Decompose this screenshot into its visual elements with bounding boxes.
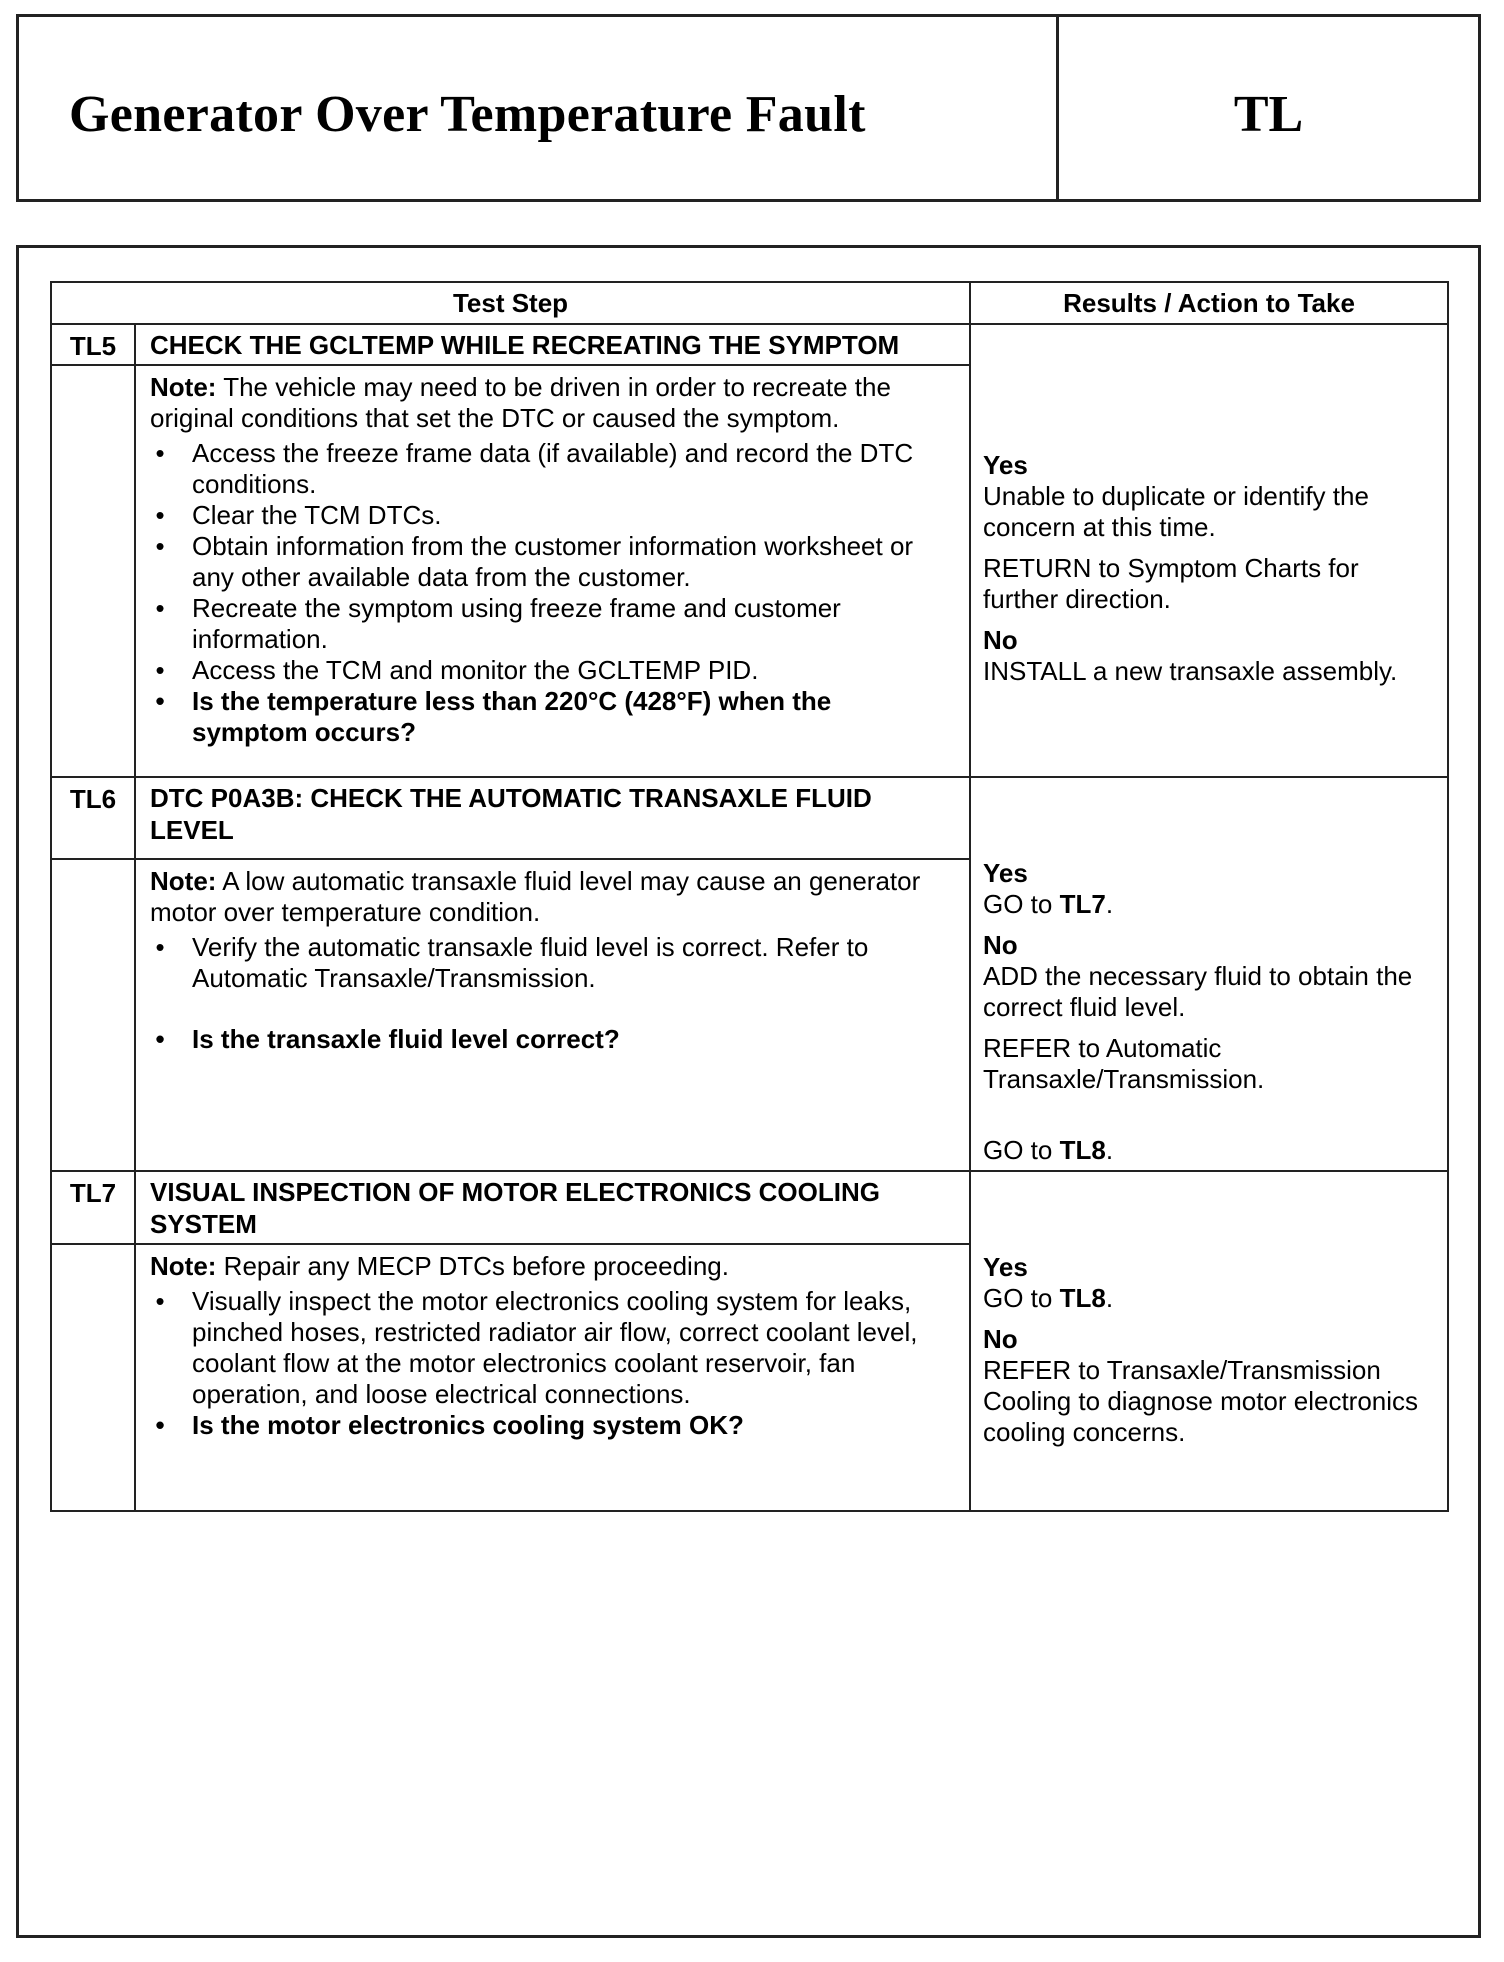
note-label: Note:: [150, 866, 217, 896]
page-title: Generator Over Temperature Fault: [69, 86, 866, 143]
step-title-row: [51, 777, 1448, 859]
note-text: Repair any MECP DTCs before proceeding.: [216, 1251, 729, 1281]
step-code-spacer: [51, 859, 135, 1171]
table-header-row: [51, 282, 1448, 324]
list-item: • Visually inspect the motor electronics cooling system for leaks, pinched hoses, restricted radiator air flow, correct coolant level, coolant flow at the motor electronics coolant reservoir, fan operation, and loose electrical connections.: [192, 1286, 939, 1410]
diagnostic-table: [50, 281, 1449, 1512]
step-question: • Is the temperature less than 220°C (428°F) when the symptom occurs?: [192, 686, 939, 748]
result-no-goto: GO to TL8.: [983, 1135, 1114, 1165]
result-yes-text: Unable to duplicate or identify the concern at this time.: [983, 481, 1369, 542]
step-title-row: [51, 1171, 1448, 1244]
step-body: [135, 1244, 970, 1511]
step-bullets: [150, 932, 939, 1055]
step-code: TL5: [51, 324, 135, 365]
note-text: A low automatic transaxle fluid level may cause an generator motor over temperature condition.: [150, 866, 921, 927]
note-label: Note:: [150, 372, 217, 402]
section-code: TL: [1233, 86, 1304, 143]
list-item: • Clear the TCM DTCs.: [192, 500, 939, 531]
col-header-results: Results / Action to Take: [970, 282, 1448, 324]
step-note: [150, 372, 939, 434]
result-yes-label: Yes: [983, 1252, 1028, 1282]
goto-prefix: GO to: [983, 1135, 1060, 1165]
note-label: Note:: [150, 1251, 217, 1281]
col-header-test-step: Test Step: [51, 282, 970, 324]
step-code-spacer: [51, 1244, 135, 1511]
step-code: TL7: [51, 1171, 135, 1244]
step-title: VISUAL INSPECTION OF MOTOR ELECTRONICS COOLING SYSTEM: [135, 1171, 970, 1244]
step-bullets: [150, 1286, 939, 1441]
step-results: [970, 324, 1448, 777]
step-title: CHECK THE GCLTEMP WHILE RECREATING THE SYMPTOM: [135, 324, 970, 365]
result-yes-action: RETURN to Symptom Charts for further direction.: [983, 553, 1359, 614]
goto-prefix: GO to: [983, 1283, 1060, 1313]
result-no-action: REFER to Automatic Transaxle/Transmission.: [983, 1033, 1265, 1094]
result-no-text: REFER to Transaxle/Transmission Cooling to diagnose motor electronics cooling concerns.: [983, 1355, 1419, 1447]
step-note: [150, 866, 939, 928]
goto-target: TL7: [1059, 889, 1106, 919]
step-note: [150, 1251, 939, 1282]
step-body: [135, 859, 970, 1171]
result-no-label: No: [983, 1324, 1018, 1354]
result-no-text: INSTALL a new transaxle assembly.: [983, 656, 1398, 686]
step-question: • Is the motor electronics cooling system OK?: [192, 1410, 939, 1441]
note-text: The vehicle may need to be driven in order to recreate the original conditions that set the DTC or caused the symptom.: [150, 372, 891, 433]
result-no-text: ADD the necessary fluid to obtain the correct fluid level.: [983, 961, 1413, 1022]
step-code: TL6: [51, 777, 135, 859]
header-box: [16, 14, 1481, 202]
list-item: • Verify the automatic transaxle fluid level is correct. Refer to Automatic Transaxle/Transmission.: [192, 932, 939, 994]
list-item: • Access the TCM and monitor the GCLTEMP PID.: [192, 655, 939, 686]
step-body: [135, 365, 970, 777]
step-code-spacer: [51, 365, 135, 777]
step-question: • Is the transaxle fluid level correct?: [192, 1024, 939, 1055]
list-item: • Recreate the symptom using freeze frame and customer information.: [192, 593, 939, 655]
step-results: [970, 777, 1448, 1171]
step-bullets: [150, 438, 939, 748]
result-no-label: No: [983, 625, 1018, 655]
result-no-label: No: [983, 930, 1018, 960]
step-title-row: [51, 324, 1448, 365]
goto-target: TL8: [1059, 1283, 1106, 1313]
result-yes-label: Yes: [983, 858, 1028, 888]
goto-target: TL8: [1059, 1135, 1106, 1165]
result-yes-goto: GO to TL8.: [983, 1283, 1114, 1313]
result-yes-goto: GO to TL7.: [983, 889, 1114, 919]
step-results: [970, 1171, 1448, 1511]
list-item: • Obtain information from the customer information worksheet or any other available data from the customer.: [192, 531, 939, 593]
list-item: • Access the freeze frame data (if available) and record the DTC conditions.: [192, 438, 939, 500]
goto-prefix: GO to: [983, 889, 1060, 919]
result-yes-label: Yes: [983, 450, 1028, 480]
step-title: DTC P0A3B: CHECK THE AUTOMATIC TRANSAXLE FLUID LEVEL: [135, 777, 970, 859]
